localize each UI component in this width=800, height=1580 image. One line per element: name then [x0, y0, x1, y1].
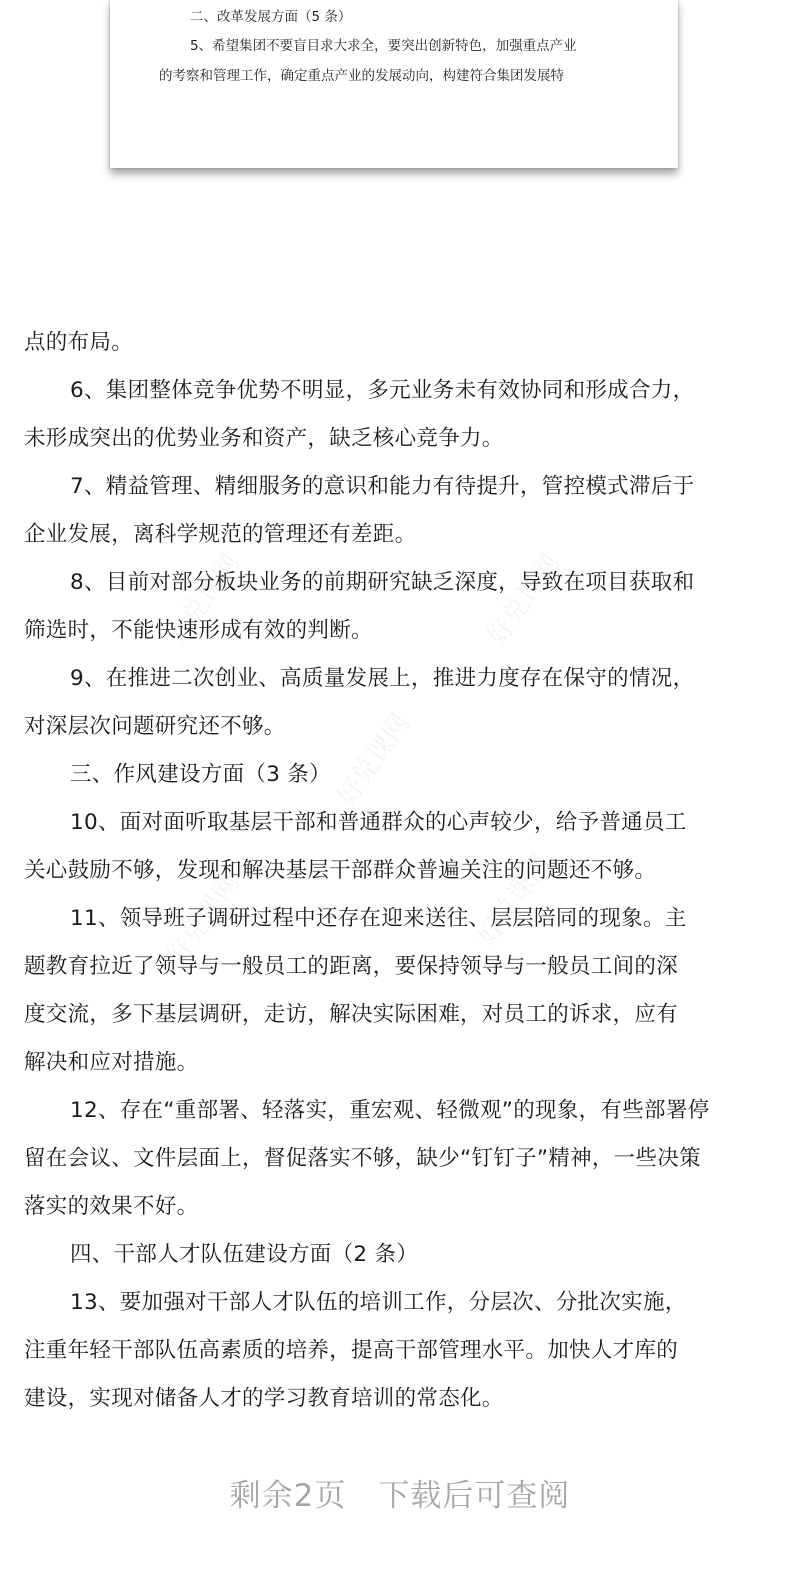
- body-line: 6、集团整体竞争优势不明显，多元业务未有效协同和形成合力，: [70, 378, 695, 403]
- body-line: 三、作风建设方面（3 条）: [70, 762, 331, 787]
- body-line: 7、精益管理、精细服务的意识和能力有待提升，管控模式滞后于: [70, 474, 695, 499]
- body-line: 关心鼓励不够，发现和解决基层干部群众普遍关注的问题还不够。: [24, 858, 657, 883]
- body-line: 筛选时，不能快速形成有效的判断。: [24, 618, 373, 643]
- preview-page-card: [110, 0, 678, 168]
- document-body: [24, 319, 784, 1423]
- body-line: 点的布局。: [24, 330, 134, 355]
- watermark: 好兑课网: [331, 708, 417, 812]
- body-line: 建设，实现对储备人才的学习教育培训的常态化。: [24, 1386, 504, 1411]
- body-line: 8、目前对部分板块业务的前期研究缺乏深度，导致在项目获取和: [70, 570, 695, 595]
- download-to-view-text: 下载后可查阅: [378, 1478, 571, 1514]
- body-line: 12、存在“重部署、轻落实，重宏观、轻微观”的现象，有些部署停: [70, 1098, 710, 1123]
- watermark: 好兑课网: [161, 548, 247, 652]
- body-line: 注重年轻干部队伍高素质的培养，提高干部管理水平。加快人才库的: [24, 1338, 679, 1363]
- body-line: 10、面对面听取基层干部和普通群众的心声较少，给予普通员工: [70, 810, 687, 835]
- body-line: 留在会议、文件层面上，督促落实不够，缺少“钉钉子”精神，一些决策: [24, 1146, 701, 1171]
- card-line: 5、希望集团不要盲目求大求全，要突出创新特色，加强重点产业: [190, 38, 577, 54]
- body-line: 四、干部人才队伍建设方面（2 条）: [70, 1242, 419, 1267]
- body-line: 未形成突出的优势业务和资产，缺乏核心竞争力。: [24, 426, 504, 451]
- download-prompt[interactable]: [0, 1470, 800, 1515]
- card-line: 的考察和管理工作，确定重点产业的发展动向，构建符合集团发展特: [159, 68, 564, 84]
- body-line: 9、在推进二次创业、高质量发展上，推进力度存在保守的情况，: [70, 666, 695, 691]
- body-line: 题教育拉近了领导与一般员工的距离，要保持领导与一般员工间的深: [24, 954, 679, 979]
- body-line: 度交流，多下基层调研，走访，解决实际困难，对员工的诉求，应有: [24, 1002, 679, 1027]
- body-line: 11、领导班子调研过程中还存在迎来送往、层层陪同的现象。主: [70, 906, 687, 931]
- watermark: 好兑课网: [161, 868, 247, 972]
- card-line: 二、改革发展方面（5 条）: [190, 9, 352, 25]
- body-line: 落实的效果不好。: [24, 1194, 199, 1219]
- watermark: 好兑课网: [471, 848, 557, 952]
- watermark: 好兑课网: [481, 548, 567, 652]
- body-line: 企业发展，离科学规范的管理还有差距。: [24, 522, 417, 547]
- body-line: 对深层次问题研究还不够。: [24, 714, 286, 739]
- body-line: 解决和应对措施。: [24, 1050, 199, 1075]
- body-line: 13、要加强对干部人才队伍的培训工作，分层次、分批次实施，: [70, 1290, 687, 1315]
- remaining-pages-text: 剩余2页: [229, 1478, 347, 1514]
